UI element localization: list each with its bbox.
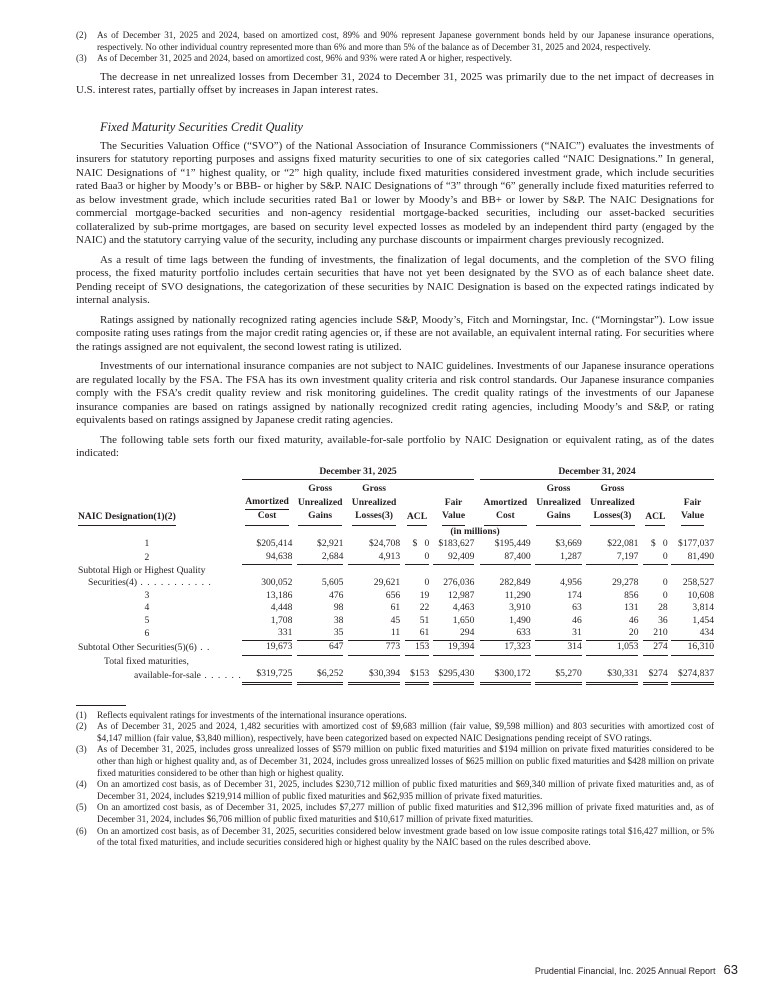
period-header-row <box>76 466 714 480</box>
row-label: Subtotal Other Securities(5)(6) . . <box>76 641 242 655</box>
cell-2024: 87,400 <box>480 551 531 565</box>
col-gross-losses-2025: Gross Unrealized Losses(3) <box>348 480 400 526</box>
footnote-number: (2) <box>76 721 87 732</box>
col-gross-gains-2025: Gross Unrealized Gains <box>297 480 344 526</box>
footnote <box>76 721 714 744</box>
cell-2025: 13,186 <box>266 589 293 601</box>
row-label: 3 <box>144 589 150 601</box>
footnote <box>76 744 714 779</box>
row-label: available-for-sale . . . <box>76 668 242 684</box>
footnote-text: As of December 31, 2025, includes gross unrealized losses of $579 million on public fixed maturities and $194 million on private fixed maturities considered to be other than high or highest quality and, as of December 31, 2024, includes gross unrealized losses of $625 million on public fixed maturities and $428 million on private fixed maturities considered to be other than high or highest quality. <box>97 744 714 778</box>
cell-2025: 773 <box>348 641 400 655</box>
cell-2024: 81,490 <box>671 551 714 565</box>
footnote <box>76 30 714 53</box>
cell-2024: 1,287 <box>535 551 582 565</box>
cell-2024: 1,454 <box>692 614 714 626</box>
cell-2024: 17,323 <box>480 641 531 655</box>
intro-paragraph: The decrease in net unrealized losses from December 31, 2024 to December 31, 2025 was primarily due to the net impact of decreases in U.S. interest rates, partially offset by increases in Japan interest rates. <box>76 70 714 97</box>
column-header-row <box>76 480 714 526</box>
col-amortized-cost-2025: Amortized Cost <box>242 480 293 526</box>
cell-2025: $205,414 <box>256 538 293 550</box>
cell-2024: $274 <box>643 668 668 684</box>
cell-2025: $319,725 <box>242 668 293 684</box>
cell-2025: 11 <box>348 627 400 641</box>
cell-2024: $3,669 <box>555 538 582 550</box>
cell-2025: 61 <box>405 627 430 641</box>
col-fair-value-2025: Fair Value <box>433 480 475 526</box>
cell-2025: 647 <box>297 641 344 655</box>
footnote <box>76 802 714 825</box>
col-gross-gains-2024: Gross Unrealized Gains <box>535 480 582 526</box>
cell-2025: 19,394 <box>433 641 475 655</box>
cell-2024: 4,956 <box>560 577 582 589</box>
footnote-number: (3) <box>76 53 87 64</box>
cell-2024: 258,527 <box>682 577 714 589</box>
cell-2024: 16,310 <box>671 641 714 655</box>
cell-2025: 2,684 <box>297 551 344 565</box>
body-paragraph: Ratings assigned by nationally recognized rating agencies include S&P, Moody’s, Fitch and Morningstar, Inc. (“Morningstar”). Low issue composite rating uses ratings from the major credit rating agencies or, if these are not available, an equivalent internal rating. For securities where the ratings assigned are not equivalent, the second lowest rating is utilized. <box>76 313 714 353</box>
cell-2024: 20 <box>586 627 638 641</box>
footnote-number: (4) <box>76 779 87 790</box>
cell-2024: 29,278 <box>612 577 639 589</box>
row-label: 4 <box>144 602 150 614</box>
cell-2024: 3,814 <box>692 602 714 614</box>
footer-text: Prudential Financial, Inc. 2025 Annual Report <box>534 966 716 976</box>
cell-2024: 3,910 <box>509 602 531 614</box>
footnote-divider <box>76 705 126 706</box>
cell-2024: 0 <box>662 589 668 601</box>
table-row-label-line <box>76 656 714 668</box>
body-paragraph: The Securities Valuation Office (“SVO”) of the National Association of Insurance Commissioners (“NAIC”) evaluates the investments of insurers for statutory reporting purposes and assigns fixed maturity securities to one of six categories called “NAIC Designations.” In general, NAIC Designations of “1” highest quality, or “2” high quality, include fixed maturities considered investment grade, which include securities rated Baa3 or higher by Moody’s or BBB- or higher by S&P. NAIC Designations of “3” through “6” generally include fixed maturities referred to as below investment grade, which include securities rated Ba1 or lower by Moody’s and BB+ or lower by S&P. The NAIC Designations for commercial mortgage-backed securities and non-agency residential mortgage-backed securities, including our asset-backed securities collateralized by sub-prime mortgages, are based on security level expected losses as modeled by an independent third party (engaged by the NAIC) and the statutory carrying value of the security, including any purchase discounts or impairment charges previously recognized. <box>76 139 714 247</box>
body-paragraph: As a result of time lags between the funding of investments, the finalization of legal documents, and the completion of the SVO filing process, the fixed maturity portfolio includes certain securities that have not yet been designated by the SVO as of each balance sheet date. Pending receipt of SVO designations, the categorization of these securities by NAIC Designation is based on the expected ratings indicated by internal analysis. <box>76 253 714 307</box>
cell-2025: 1,708 <box>270 614 293 626</box>
footnote <box>76 53 714 65</box>
cell-2025: 19 <box>419 589 430 601</box>
cell-2025: 0 <box>424 577 430 589</box>
units-label: (in millions) <box>450 525 500 537</box>
cell-2025: 38 <box>333 614 344 626</box>
cell-2025: 35 <box>297 627 344 641</box>
cell-2025: $295,430 <box>433 668 475 684</box>
bottom-footnotes <box>76 710 714 849</box>
document-page <box>76 30 714 849</box>
row-label: 6 <box>144 627 150 639</box>
cell-2025: 22 <box>419 602 430 614</box>
table-row <box>76 538 714 550</box>
footnote <box>76 710 714 722</box>
body-paragraph: Investments of our international insurance companies are not subject to NAIC guidelines. Investments of our Japanese insurance operations are regulated locally by the FSA. The FSA has its own investment quality criteria and risk control standards. Our Japanese insurance companies comply with the FSA’s credit quality review and risk monitoring guidelines. The credit quality ratings of the investments of our Japanese insurance companies are based on ratings assigned by nationally recognized credit rating agencies, including Moody’s and S&P, or rating equivalents based on ratings assigned by Japanese credit rating agencies. <box>76 360 714 427</box>
footnote-number: (6) <box>76 825 87 836</box>
col-acl-2024: ACL <box>643 480 668 526</box>
cell-2025: 153 <box>405 641 430 655</box>
cell-2025: 45 <box>390 614 401 626</box>
cell-2024: 10,608 <box>687 589 714 601</box>
period-header-2025: December 31, 2025 <box>242 466 475 480</box>
table-row <box>76 668 714 684</box>
cell-2024: 1,490 <box>509 614 531 626</box>
row-label: 1 <box>144 538 150 550</box>
row-header: NAIC Designation(1)(2) <box>78 511 176 525</box>
cell-2025: 92,409 <box>433 551 475 565</box>
cell-2024: $274,837 <box>671 668 714 684</box>
naic-designation-table <box>76 466 714 685</box>
cell-2024: 46 <box>628 614 639 626</box>
table-row <box>76 615 714 627</box>
cell-2024: 0 <box>662 577 668 589</box>
footnote-number: (3) <box>76 744 87 755</box>
footnote-text: On an amortized cost basis, as of December 31, 2025, includes $230,712 million of public fixed maturities and $69,340 million of private fixed maturities and, as of December 31, 2024, includes $219,914 million of public fixed maturities and $62,935 million of private fixed maturities. <box>97 779 714 801</box>
table-row <box>76 602 714 614</box>
cell-2025: 19,673 <box>242 641 293 655</box>
col-amortized-cost-2024: Amortized Cost <box>480 480 531 526</box>
footnote-text: As of December 31, 2025 and 2024, based on amortized cost, 89% and 90% represent Japanese government bonds held by our Japanese insurance operations, respectively. No other individual country represented more than 6% and more than 5% of the balance as of December 31, 2025 and 2024, respectively. <box>97 30 714 52</box>
col-gross-losses-2024: Gross Unrealized Losses(3) <box>586 480 638 526</box>
cell-2024: 314 <box>535 641 582 655</box>
row-label: Total fixed maturities, <box>104 655 189 667</box>
cell-2025: $153 <box>405 668 430 684</box>
row-label: Subtotal High or Highest Quality <box>78 564 206 576</box>
col-acl-2025: ACL <box>405 480 430 526</box>
cell-2025: $ 0 <box>412 538 430 550</box>
cell-2025: $30,394 <box>348 668 400 684</box>
body-paragraph: The following table sets forth our fixed maturity, available-for-sale portfolio by NAIC Designation or equivalent rating, as of the dates indicated: <box>76 433 714 460</box>
table-row <box>76 551 714 565</box>
footnote-text: As of December 31, 2025 and 2024, 1,482 securities with amortized cost of $9,683 million (fair value, $9,598 million) and 803 securities with amortized cost of $4,147 million (fair value, $3,840 million), respectively, have been categorized based on expected NAIC Designations pending receipt of SVO ratings. <box>97 721 714 743</box>
cell-2024: 11,290 <box>504 589 531 601</box>
cell-2024: 46 <box>572 614 582 626</box>
footnote <box>76 779 714 802</box>
cell-2025: $183,627 <box>438 538 475 550</box>
period-header-2024: December 31, 2024 <box>480 466 714 480</box>
cell-2025: 294 <box>433 627 475 641</box>
cell-2025: 656 <box>385 589 401 601</box>
cell-2024: 633 <box>480 627 531 641</box>
footnote-text: On an amortized cost basis, as of December 31, 2025, securities considered below investment grade based on low issue composite ratings total $16,427 million, or 5% of the total fixed maturities, and include securities considered high or highest quality by the NAIC based on the rules described above. <box>97 825 714 848</box>
cell-2024: 856 <box>624 589 639 601</box>
footnote-number: (5) <box>76 802 87 813</box>
cell-2025: 51 <box>419 614 430 626</box>
row-label: 5 <box>144 614 150 626</box>
footnote-text: On an amortized cost basis, as of December 31, 2025, includes $7,277 million of public fixed maturities and $12,396 million of private fixed maturities and, as of December 31, 2024, includes $6,706 million of public fixed maturities and $10,617 million of private fixed maturities. <box>97 802 714 824</box>
cell-2025: 29,621 <box>373 577 401 589</box>
cell-2025: $2,921 <box>317 538 344 550</box>
cell-2024: 131 <box>624 602 639 614</box>
page-number: 63 <box>723 962 738 977</box>
footnote-number: (2) <box>76 30 87 40</box>
cell-2024: 0 <box>643 551 668 565</box>
cell-2025: 0 <box>405 551 430 565</box>
cell-2024: $177,037 <box>678 538 714 550</box>
cell-2024: 7,197 <box>586 551 638 565</box>
cell-2025: 12,987 <box>447 589 475 601</box>
col-fair-value-2024: Fair Value <box>671 480 714 526</box>
table-row-label-line <box>76 565 714 577</box>
cell-2024: 63 <box>572 602 582 614</box>
cell-2025: 98 <box>333 602 344 614</box>
cell-2025: 276,036 <box>443 577 475 589</box>
footnote-number: (1) <box>76 709 87 720</box>
row-label: 2 <box>144 551 150 563</box>
cell-2024: 36 <box>658 614 668 626</box>
cell-2024: $195,449 <box>494 538 531 550</box>
page-footer <box>535 962 738 977</box>
cell-2024: $ 0 <box>650 538 668 550</box>
cell-2025: 5,605 <box>321 577 344 589</box>
footnote-text: Reflects equivalent ratings for investments of the international insurance operations. <box>97 709 407 720</box>
footnote-text: As of December 31, 2025 and 2024, based on amortized cost, 96% and 93% were rated A or higher, respectively. <box>97 53 512 64</box>
cell-2024: 210 <box>643 627 668 641</box>
cell-2024: 31 <box>535 627 582 641</box>
cell-2024: $30,331 <box>586 668 638 684</box>
section-heading: Fixed Maturity Securities Credit Quality <box>100 119 303 134</box>
table-row <box>76 590 714 602</box>
cell-2025: 476 <box>329 589 344 601</box>
cell-2025: 331 <box>242 627 293 641</box>
cell-2025: 94,638 <box>242 551 293 565</box>
units-row <box>76 526 714 538</box>
row-label: Securities(4) . . . <box>76 577 242 589</box>
cell-2025: 4,463 <box>452 602 475 614</box>
cell-2025: 300,052 <box>261 577 293 589</box>
cell-2025: 61 <box>390 602 401 614</box>
table-row <box>76 627 714 641</box>
cell-2024: 434 <box>671 627 714 641</box>
footnote <box>76 826 714 849</box>
cell-2024: $22,081 <box>607 538 639 550</box>
cell-2024: 274 <box>643 641 668 655</box>
cell-2024: 282,849 <box>499 577 531 589</box>
cell-2024: 1,053 <box>586 641 638 655</box>
cell-2025: 4,913 <box>348 551 400 565</box>
cell-2025: 4,448 <box>270 602 293 614</box>
cell-2024: $5,270 <box>535 668 582 684</box>
table-row <box>76 577 714 589</box>
cell-2024: 174 <box>567 589 582 601</box>
cell-2025: $24,708 <box>368 538 401 550</box>
cell-2024: $300,172 <box>480 668 531 684</box>
cell-2024: 28 <box>658 602 668 614</box>
cell-2025: 1,650 <box>452 614 475 626</box>
cell-2025: $6,252 <box>297 668 344 684</box>
table-row <box>76 641 714 655</box>
top-footnotes <box>76 30 714 65</box>
